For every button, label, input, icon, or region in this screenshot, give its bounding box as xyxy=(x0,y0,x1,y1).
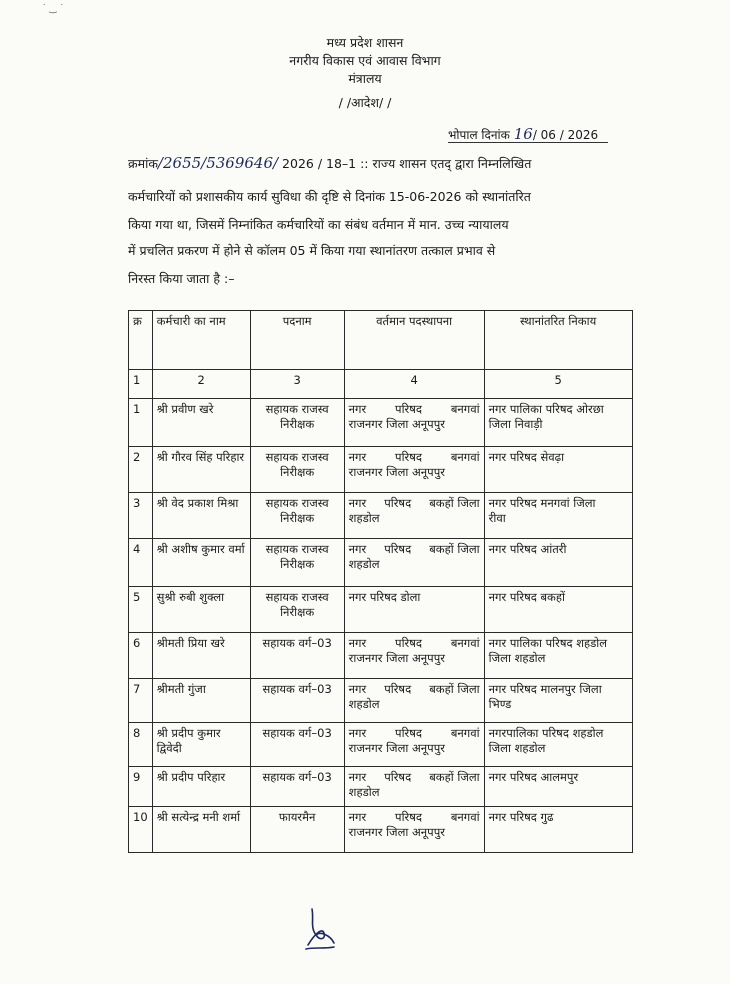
current-part-b: परिषद xyxy=(384,770,412,784)
current-posting-line-2: राजनगर जिला अनूपपुर xyxy=(348,417,445,431)
current-part-c: बनगवां xyxy=(450,726,480,740)
current-posting-line-1 xyxy=(349,810,480,825)
current-part-c: बकहों जिला xyxy=(429,542,480,556)
cell-transferred-body xyxy=(484,679,632,723)
transferred-line-1: नगर परिषद आंतरी xyxy=(488,542,567,556)
col-number: 4 xyxy=(344,370,484,399)
col-header-sn: क्र xyxy=(129,311,153,370)
col-number: 1 xyxy=(129,370,153,399)
date-underline xyxy=(448,142,608,143)
current-part-a: नगर xyxy=(348,542,367,556)
cell-post: सहायक वर्ग–03 xyxy=(250,679,344,723)
order-text-line-1: कर्मचारियों को प्रशासकीय कार्य सुविधा की दृष्टि से दिनांक 15-06-2026 को स्थानांतरित xyxy=(128,189,531,204)
cell-name: श्री सत्येन्द्र मनी शर्मा xyxy=(152,807,250,853)
current-part-c: बनगवां xyxy=(450,402,480,416)
header-govt: मध्य प्रदेश शासन xyxy=(326,35,404,50)
current-part-b: परिषद xyxy=(395,810,422,824)
transferred-line-1: नगर परिषद मनगवां जिला xyxy=(488,496,596,510)
cell-post: सहायक राजस्व निरीक्षक xyxy=(250,447,344,493)
cell-post: सहायक वर्ग–03 xyxy=(250,767,344,807)
transferred-line-1: नगर परिषद गुढ xyxy=(488,810,554,824)
current-part-c: बनगवां xyxy=(450,450,480,464)
cell-transferred-body xyxy=(484,767,632,807)
cell-transferred-body xyxy=(484,587,632,633)
current-part-a: नगर xyxy=(348,450,367,464)
current-posting-line-1 xyxy=(349,636,480,651)
current-posting-line-2: राजनगर जिला अनूपपुर xyxy=(348,825,445,839)
cell-sn: 5 xyxy=(129,587,153,633)
current-part-c: बकहों जिला xyxy=(429,682,480,696)
order-text-line-3: में प्रचलित प्रकरण में होने से कॉलम 05 में किया गया स्थानांतरण तत्काल प्रभाव से xyxy=(128,243,496,258)
cell-transferred-body xyxy=(484,539,632,587)
cell-transferred-body xyxy=(484,447,632,493)
cell-name: श्रीमती प्रिया खरे xyxy=(152,633,250,679)
cell-transferred-body xyxy=(484,399,632,447)
table-number-row xyxy=(129,370,633,399)
current-posting-line-1 xyxy=(349,682,480,697)
cell-post: सहायक वर्ग–03 xyxy=(250,723,344,767)
table-row xyxy=(129,633,633,679)
transferred-line-1: नगर पालिका परिषद ओरछा xyxy=(488,402,604,416)
current-posting-line-2: शहडोल xyxy=(348,785,380,799)
current-part-a: नगर xyxy=(348,636,367,650)
cell-post: सहायक राजस्व निरीक्षक xyxy=(250,587,344,633)
col-header-post: पदनाम xyxy=(250,311,344,370)
cell-name: श्री अशीष कुमार वर्मा xyxy=(152,539,250,587)
cell-current-posting xyxy=(344,633,484,679)
table-row xyxy=(129,399,633,447)
current-posting-line-2: शहडोल xyxy=(348,557,380,571)
cell-current-posting xyxy=(344,539,484,587)
current-posting-line-1 xyxy=(349,450,480,465)
cell-post: सहायक राजस्व निरीक्षक xyxy=(250,493,344,539)
col-header-current: वर्तमान पदस्थापना xyxy=(344,311,484,370)
cell-current-posting xyxy=(344,723,484,767)
table-row xyxy=(129,587,633,633)
cell-name: श्री गौरव सिंह परिहार xyxy=(152,447,250,493)
col-number: 5 xyxy=(484,370,632,399)
transfer-table xyxy=(128,310,633,853)
cell-current-posting xyxy=(344,399,484,447)
cell-current-posting xyxy=(344,679,484,723)
table-row xyxy=(129,723,633,767)
current-posting-line-2: शहडोल xyxy=(348,511,380,525)
cell-sn: 4 xyxy=(129,539,153,587)
table-row xyxy=(129,493,633,539)
cell-name: सुश्री रुबी शुक्ला xyxy=(152,587,250,633)
current-posting-line-1 xyxy=(349,770,480,785)
transferred-line-1: नगर परिषद मालनपुर जिला xyxy=(488,682,602,696)
transferred-line-1: नगरपालिका परिषद शहडोल xyxy=(488,726,604,740)
cell-post: सहायक राजस्व निरीक्षक xyxy=(250,399,344,447)
cell-sn: 6 xyxy=(129,633,153,679)
current-posting-line-1 xyxy=(349,542,480,557)
table-row xyxy=(129,767,633,807)
cell-current-posting xyxy=(344,807,484,853)
cell-transferred-body xyxy=(484,807,632,853)
order-text-line-4: निरस्त किया जाता है :– xyxy=(128,271,235,286)
order-handwritten-number: /2655/5369646/ xyxy=(157,154,279,172)
cell-name: श्री प्रवीण खरे xyxy=(152,399,250,447)
cell-name: श्रीमती गुंजा xyxy=(152,679,250,723)
table-row xyxy=(129,807,633,853)
order-number-line xyxy=(128,154,631,172)
cell-transferred-body xyxy=(484,493,632,539)
cell-sn: 1 xyxy=(129,399,153,447)
cell-post: सहायक राजस्व निरीक्षक xyxy=(250,539,344,587)
corner-mark: ˙ ‿ ˙ xyxy=(42,4,64,14)
col-header-transferred: स्थानांतरित निकाय xyxy=(484,311,632,370)
signature-icon xyxy=(300,905,340,955)
current-part-a: नगर परिषद डोला xyxy=(348,590,421,604)
table-header-row xyxy=(129,311,633,370)
date-rest: / 06 / 2026 xyxy=(532,128,599,142)
current-part-a: नगर xyxy=(348,810,367,824)
cell-sn: 7 xyxy=(129,679,153,723)
current-part-a: नगर xyxy=(348,496,367,510)
col-number: 3 xyxy=(250,370,344,399)
cell-sn: 8 xyxy=(129,723,153,767)
cell-sn: 3 xyxy=(129,493,153,539)
table-row xyxy=(129,447,633,493)
cell-sn: 10 xyxy=(129,807,153,853)
date-prefix: भोपाल दिनांक xyxy=(448,128,510,142)
transferred-line-2: जिला शहडोल xyxy=(488,651,546,665)
current-part-c: बकहों जिला xyxy=(429,496,480,510)
current-posting-line-2: शहडोल xyxy=(348,697,380,711)
current-posting-line-1 xyxy=(349,590,480,605)
col-header-name: कर्मचारी का नाम xyxy=(152,311,250,370)
transferred-line-2: जिला शहडोल xyxy=(488,741,546,755)
cell-current-posting xyxy=(344,767,484,807)
order-text-line-2: किया गया था, जिसमें निम्नांकित कर्मचारियों का संबंध वर्तमान में मान. उच्च न्यायालय xyxy=(128,217,509,232)
table-row xyxy=(129,679,633,723)
current-posting-line-1 xyxy=(349,496,480,511)
current-posting-line-1 xyxy=(349,402,480,417)
header-order-title: / /आदेश/ / xyxy=(338,95,392,110)
transferred-line-2: जिला निवाड़ी xyxy=(488,417,543,431)
cell-sn: 2 xyxy=(129,447,153,493)
cell-current-posting xyxy=(344,447,484,493)
current-part-b: परिषद xyxy=(384,542,412,556)
cell-current-posting xyxy=(344,587,484,633)
current-part-b: परिषद xyxy=(395,450,422,464)
table-row xyxy=(129,539,633,587)
order-suffix: 2026 / 18–1 :: राज्य शासन एतद् द्वारा निम्नलिखित xyxy=(282,156,532,171)
current-part-c: बकहों जिला xyxy=(429,770,480,784)
current-part-b: परिषद xyxy=(395,402,422,416)
cell-transferred-body xyxy=(484,723,632,767)
cell-name: श्री वेद प्रकाश मिश्रा xyxy=(152,493,250,539)
cell-post: सहायक वर्ग–03 xyxy=(250,633,344,679)
cell-post: फायरमैन xyxy=(250,807,344,853)
current-part-c: बनगवां xyxy=(450,636,480,650)
transferred-line-2: भिण्ड xyxy=(488,697,512,711)
current-part-a: नगर xyxy=(348,770,367,784)
cell-sn: 9 xyxy=(129,767,153,807)
cell-current-posting xyxy=(344,493,484,539)
transferred-line-1: नगर परिषद सेवढ़ा xyxy=(488,450,565,464)
current-part-c: बनगवां xyxy=(450,810,480,824)
date-day: 16 xyxy=(513,125,533,143)
current-part-b: परिषद xyxy=(395,636,422,650)
current-part-a: नगर xyxy=(348,726,367,740)
current-part-b: परिषद xyxy=(384,682,412,696)
transferred-line-1: नगर पालिका परिषद शहडोल xyxy=(488,636,608,650)
current-part-a: नगर xyxy=(348,682,367,696)
col-number: 2 xyxy=(152,370,250,399)
header-department: नगरीय विकास एवं आवास विभाग xyxy=(289,53,441,68)
cell-name: श्री प्रदीप परिहार xyxy=(152,767,250,807)
current-posting-line-2: राजनगर जिला अनूपपुर xyxy=(348,465,445,479)
transferred-line-1: नगर परिषद आलमपुर xyxy=(488,770,579,784)
transferred-line-1: नगर परिषद बकहों xyxy=(488,590,565,604)
cell-name: श्री प्रदीप कुमार द्विवेदी xyxy=(152,723,250,767)
current-part-a: नगर xyxy=(348,402,367,416)
current-part-b: परिषद xyxy=(384,496,412,510)
header-ministry: मंत्रालय xyxy=(348,71,382,86)
current-part-b: परिषद xyxy=(395,726,422,740)
current-posting-line-2: राजनगर जिला अनूपपुर xyxy=(348,741,445,755)
transferred-line-2: रीवा xyxy=(488,511,506,525)
order-label: क्रमांक xyxy=(128,156,158,171)
order-date xyxy=(448,125,598,143)
cell-transferred-body xyxy=(484,633,632,679)
current-posting-line-2: राजनगर जिला अनूपपुर xyxy=(348,651,445,665)
current-posting-line-1 xyxy=(349,726,480,741)
